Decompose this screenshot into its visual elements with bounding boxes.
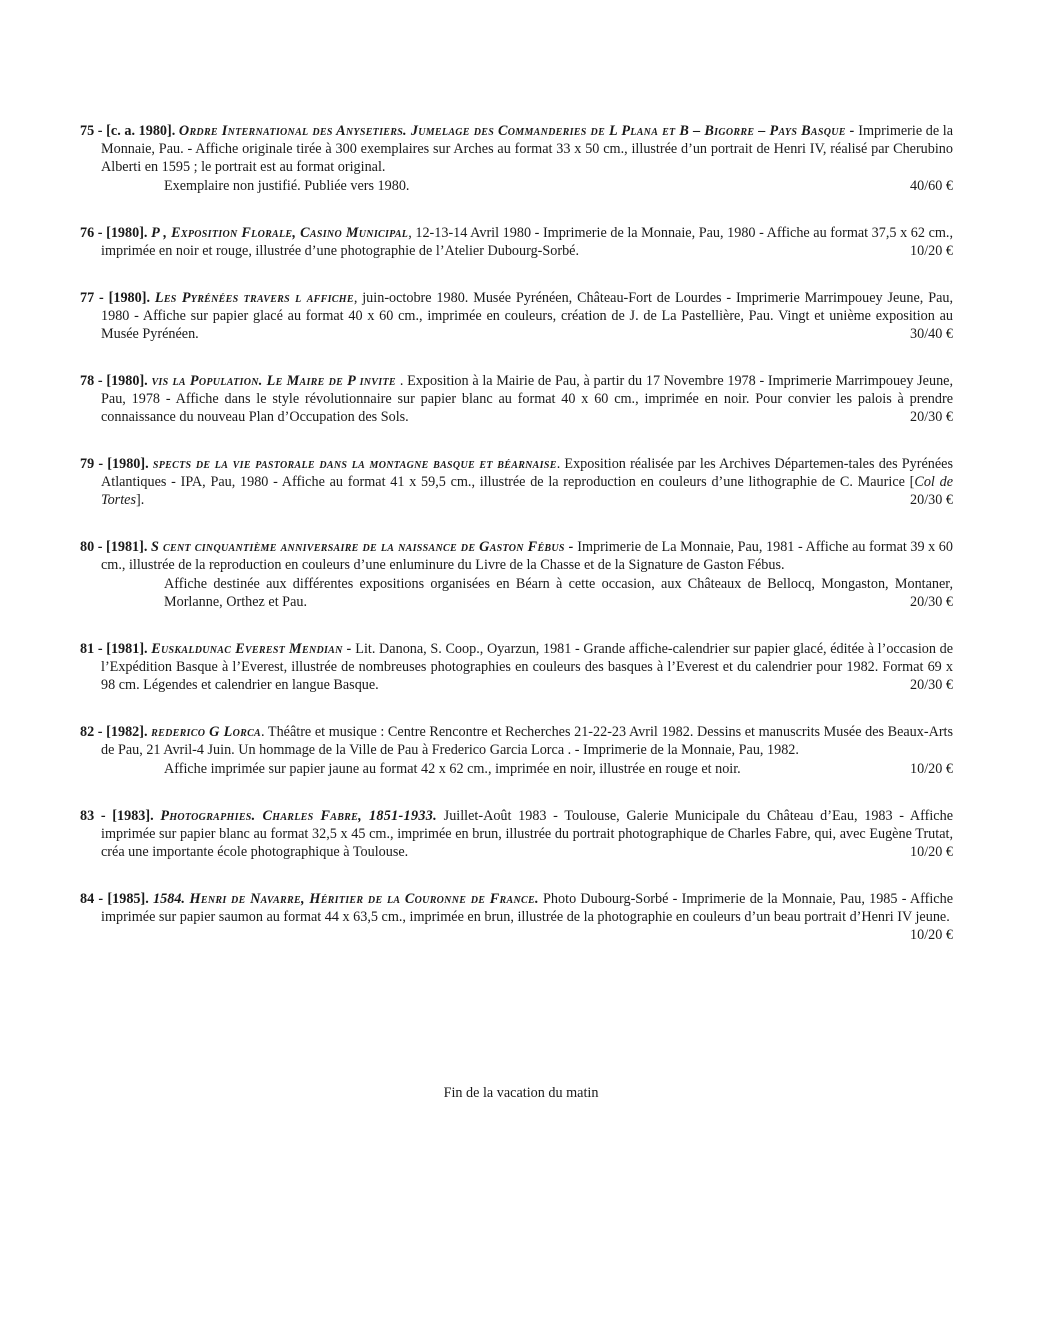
lot-price: 30/40 € (910, 326, 953, 342)
lot-date: [1981]. (106, 641, 148, 657)
lot-price: 10/20 € (910, 927, 953, 943)
lot-number: 77 - (80, 290, 104, 306)
lot-entry-80 (80, 538, 953, 611)
lot-date: [1985]. (107, 891, 149, 907)
entry-main (80, 122, 953, 176)
entry-main (80, 455, 953, 509)
catalogue-page (80, 122, 953, 955)
lot-number: 81 - (80, 641, 103, 657)
lot-entry-77 (80, 289, 953, 343)
lot-description: , juin-octobre 1980. Musée Pyrénéen, Château-Fort de Lourdes - Imprimerie Marrimpouey Jeune, Pau, 1980 - Affiche sur papier glacé au format 40 x 60 cm., imprimée en couleurs, création de J. de La Pastellière, Pau. Vingt et unième exposition au Musée Pyrénéen. (101, 290, 954, 342)
entry-main (80, 640, 953, 694)
lot-title: Photographies. Charles Fabre, 1851-1933. (160, 808, 437, 824)
lot-date: [1980]. (107, 456, 149, 472)
lot-description: Juillet-Août 1983 - Toulouse, Galerie Municipale du Château d’Eau, 1983 - Affiche imprimée sur papier blanc au format 32,5 x 45 cm., imprimée en brun, illustrée du portrait photographique de Charles Fabre, qui, avec Eugène Trutat, créa une importante école photographique à Toulouse. (101, 808, 953, 860)
lot-number: 84 - (80, 891, 104, 907)
lot-title: Ordre International des Anysetiers. Jumelage des Commanderies de L Plana et B – Bigorre – Pays Basque - (178, 123, 855, 139)
entry-main (80, 538, 953, 574)
entry-note (164, 575, 953, 611)
lot-number: 76 - (80, 225, 103, 241)
lot-date: [1980]. (106, 373, 148, 389)
lot-entry-84 (80, 890, 953, 943)
lot-price: 10/20 € (910, 243, 953, 259)
lot-entry-82 (80, 723, 953, 778)
note-text: Affiche imprimée sur papier jaune au format 42 x 62 cm., imprimée en noir, illustrée en rouge et noir. (164, 761, 741, 777)
lot-date: [c. a. 1980]. (106, 123, 176, 139)
lot-title: P , Exposition Florale, Casino Municipal (151, 225, 409, 241)
lot-number: 78 - (80, 373, 103, 389)
lot-entry-76 (80, 224, 953, 260)
lot-description: . Exposition réalisée par les Archives Départemen-tales des Pyrénées Atlantiques - IPA, Pau, 1980 - Affiche au format 41 x 59,5 cm., illustrée de la reproduction en couleurs d’une lithographie de C. Maurice [ (101, 456, 954, 490)
entry-main (80, 224, 953, 260)
lot-description: Imprimerie de la Monnaie, Pau. - Affiche originale tirée à 300 exemplaires sur Arches au format 33 x 50 cm., illustrée d’un portrait de Henri IV, réalisé par Cherubino Alberti en 1595 ; le portrait est au format original. (101, 123, 953, 175)
lot-price: 40/60 € (910, 178, 953, 194)
lot-entry-78 (80, 372, 953, 426)
entry-main (80, 723, 953, 759)
lot-title: Henri de Navarre, Héritier de la Couronne de France. (184, 891, 539, 907)
entry-main (80, 807, 953, 861)
lot-title: S cent cinquantième anniversaire de la naissance de Gaston Fébus - (150, 539, 574, 555)
lot-entry-81 (80, 640, 953, 694)
lot-date: [1980]. (108, 290, 151, 306)
lot-entry-79 (80, 455, 953, 509)
lot-date: [1981]. (106, 539, 148, 555)
lot-number: 75 - (80, 123, 103, 139)
lot-title-lead: 1584. (153, 891, 185, 907)
lot-date: [1983]. (112, 808, 154, 824)
lot-description: . Théâtre et musique : Centre Rencontre et Recherches 21-22-23 Avril 1982. Dessins et manuscrits Musée des Beaux-Arts de Pau, 21 Avril-4 Juin. Un hommage de la Ville de Pau à Frederico Garcia Lorca . - Imprimerie de la Monnaie, Pau, 1982. (101, 724, 954, 758)
entry-main (80, 890, 953, 943)
lot-number: 83 - (80, 808, 106, 824)
entry-main (80, 372, 953, 426)
lot-description-end: ]. (135, 492, 145, 508)
lot-date: [1982]. (106, 724, 148, 740)
lot-entry-75 (80, 122, 953, 195)
lot-description: Lit. Danona, S. Coop., Oyarzun, 1981 - Grande affiche-calendrier sur papier glacé, éditée à l’occasion de l’Expédition Basque à l’Everest, illustrée de nombreuses photographies en couleurs des basques à l’Everest et du calendrier pour 1982. Format 69 x 98 cm. Légendes et calendrier en langue Basque. (101, 641, 953, 693)
lot-title: vis la Population. Le Maire de P invite (151, 373, 400, 389)
lot-number: 79 - (80, 456, 104, 472)
entry-main (80, 289, 953, 343)
lot-title: spects de la vie pastorale dans la montagne basque et béarnaise (152, 456, 557, 472)
lot-price: 20/30 € (910, 492, 953, 508)
lot-date: [1980]. (106, 225, 148, 241)
entry-note (164, 760, 953, 778)
lot-title: Euskaldunac Everest Mendian - (151, 641, 352, 657)
session-end-footer: Fin de la vacation du matin (443, 1085, 599, 1101)
lot-description: Imprimerie de La Monnaie, Pau, 1981 - Affiche au format 39 x 60 cm., illustrée de la reproduction en couleurs d’une enluminure du Livre de la Chasse et de la Signature de Gaston Fébus. (101, 539, 953, 573)
lot-price: 20/30 € (910, 409, 953, 425)
lot-number: 80 - (80, 539, 103, 555)
lot-description: , 12-13-14 Avril 1980 - Imprimerie de la Monnaie, Pau, 1980 - Affiche au format 37,5 x 62 cm., imprimée en noir et rouge, illustrée d’une photographie de l’Atelier Dubourg-Sorbé. (101, 225, 953, 259)
note-text: Exemplaire non justifié. Publiée vers 1980. (164, 178, 410, 194)
lot-description-italic: Col de Tortes (101, 474, 954, 508)
lot-title: rederico G Lorca (151, 724, 262, 740)
lot-price: 20/30 € (910, 677, 953, 693)
lot-price: 20/30 € (910, 594, 953, 610)
lot-description: . Exposition à la Mairie de Pau, à partir du 17 Novembre 1978 - Imprimerie Marrimpouey Jeune, Pau, 1978 - Affiche dans le style révolutionnaire sur papier blanc au format 40 x 60 cm., imprimée en noir. Pour convier les palois à prendre connaissance du nouveau Plan d’Occupation des Sols. (101, 373, 954, 425)
lot-number: 82 - (80, 724, 103, 740)
entry-note (164, 177, 953, 195)
note-text: Affiche destinée aux différentes expositions organisées en Béarn à cette occasion, aux Châteaux de Bellocq, Mongaston, Montaner, Morlanne, Orthez et Pau. (164, 576, 953, 610)
lot-title: Les Pyrénées travers l affiche (154, 290, 354, 306)
lot-price: 10/20 € (910, 761, 953, 777)
lot-price: 10/20 € (910, 844, 953, 860)
lot-description: Photo Dubourg-Sorbé - Imprimerie de la Monnaie, Pau, 1985 - Affiche imprimée sur papier saumon au format 44 x 63,5 cm., imprimée en brun, illustrée de la photographie en couleurs d’un beau portrait d’Henri IV jeune. (101, 891, 953, 925)
lot-entry-83 (80, 807, 953, 861)
